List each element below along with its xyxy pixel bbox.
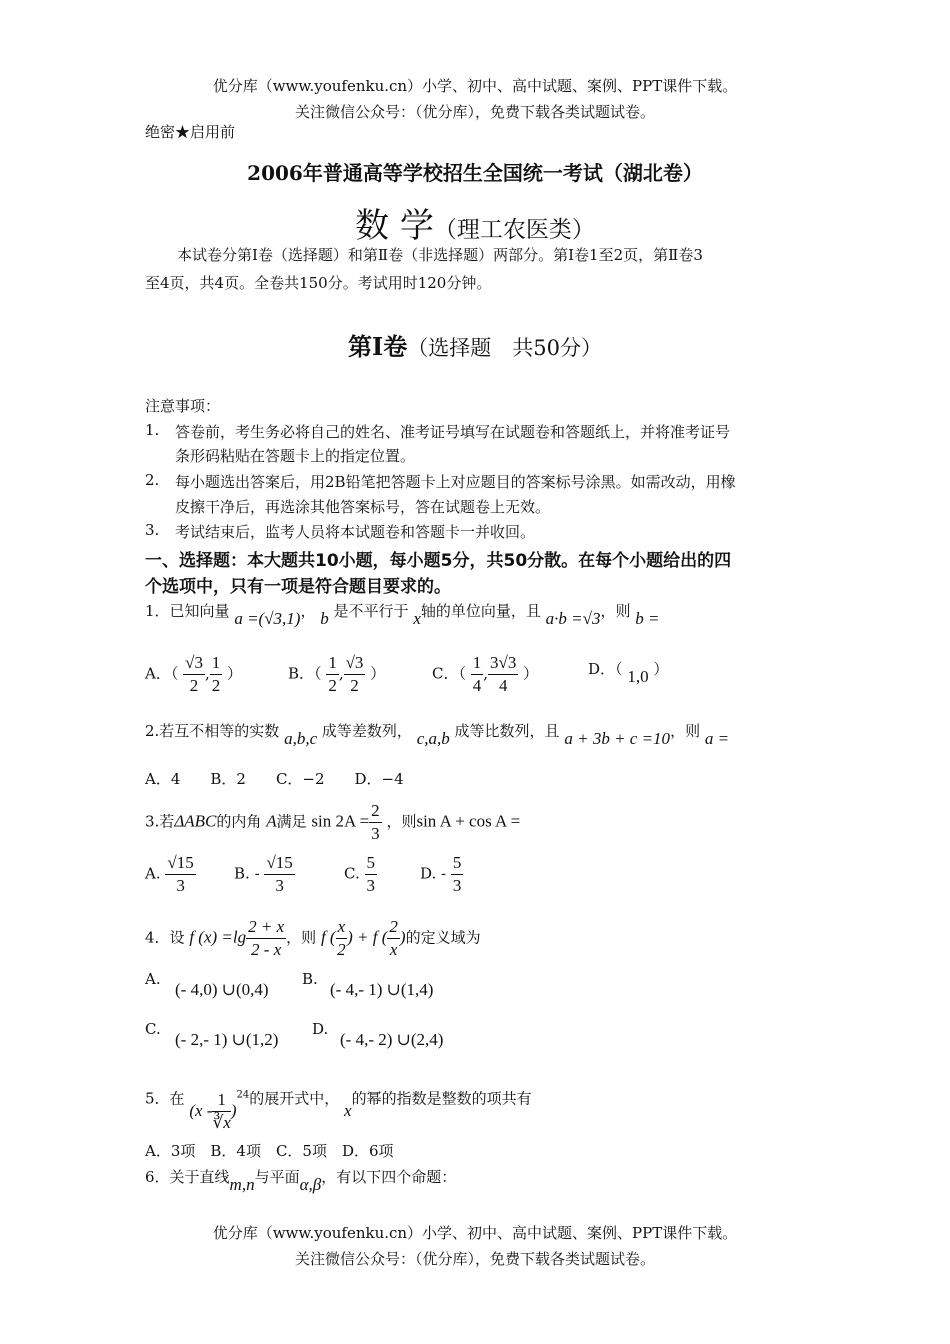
q2-math-3: a + 3b + c =10 bbox=[564, 729, 671, 748]
q3-c-n: 5 bbox=[365, 852, 378, 875]
q6-text-b: 与平面 bbox=[254, 1168, 300, 1186]
q1-b-frac-2 bbox=[344, 652, 366, 697]
q3-ask: sin A + cos A = bbox=[416, 811, 521, 831]
q6-text-a: 6．关于直线 bbox=[145, 1168, 230, 1186]
q3-c-frac bbox=[365, 852, 378, 897]
q4-option-d-label: D. bbox=[312, 1020, 329, 1038]
q1-b-n2: √3 bbox=[344, 652, 366, 675]
q1-c-close: ） bbox=[523, 664, 539, 683]
q6-planes: α,β bbox=[299, 1175, 322, 1194]
note-2-line-2: 皮擦干净后，再选涂其他答案标号，答在试题卷上无效。 bbox=[175, 498, 551, 516]
q3-option-a bbox=[145, 852, 196, 897]
q3-a-n: √15 bbox=[165, 852, 195, 875]
footer-line-1: 优分库（www.youfenku.cn）小学、初中、高中试题、案例、PPT课件下载。 bbox=[212, 1224, 738, 1242]
q1-condition: a·b =√3 bbox=[545, 609, 601, 628]
q1-c-n2: 3√3 bbox=[488, 652, 518, 675]
q3-b-sign: - bbox=[254, 864, 260, 883]
q2-math-2: c,a,b bbox=[416, 729, 450, 748]
q1-option-a: A．（ $\frac{√3}{2}$ , $\frac{1}{2}$ ） bbox=[145, 653, 243, 695]
q2-options: A．4 B．2 C．−2 D．−4 bbox=[145, 770, 404, 788]
q3-d-d: 3 bbox=[452, 876, 462, 895]
q3-frac-d: 3 bbox=[371, 824, 380, 843]
secret-label: 绝密★启用前 bbox=[145, 123, 236, 141]
q3-b-frac bbox=[264, 852, 294, 897]
part1-heading bbox=[0, 327, 950, 362]
q5-options: A．3项 B．4项 C．5项 D．6项 bbox=[145, 1142, 394, 1160]
q5-text-b: 的展开式中， bbox=[249, 1089, 340, 1108]
q4-frac-d: 2 - x bbox=[251, 940, 282, 959]
q1-c-n1: 1 bbox=[471, 652, 484, 675]
note-2-num: 2. bbox=[145, 471, 160, 489]
q5-expr-b: ) bbox=[230, 1100, 237, 1120]
q1-a-d2: 2 bbox=[211, 676, 221, 695]
q4-text-a: 4．设 bbox=[145, 928, 185, 947]
question-5-stem bbox=[145, 1077, 532, 1132]
footer-line-2: 关注微信公众号：（优分库），免费下载各类试题试卷。 bbox=[294, 1250, 655, 1268]
note-2-line-1: 每小题选出答案后，用2B铅笔把答题卡上对应题目的答案标号涂黑。如需改动，用橡 bbox=[175, 473, 736, 491]
q3-b-n: √15 bbox=[264, 852, 294, 875]
q1-vector-b: b bbox=[320, 609, 329, 628]
q1-text-b: ， bbox=[300, 602, 316, 620]
q4-option-d-value: (- 4,- 2) ∪(2,4) bbox=[340, 1030, 444, 1049]
q4-function: f (x) =lg bbox=[189, 927, 247, 947]
q1-c-frac-1 bbox=[471, 652, 484, 697]
q3-a-d: 3 bbox=[176, 876, 185, 895]
q1-text-a: 1．已知向量 bbox=[145, 602, 230, 620]
q4-option-b-value: (- 4,- 1) ∪(1,4) bbox=[330, 980, 434, 999]
q1-b-n1: 1 bbox=[326, 652, 339, 675]
q1-b-d2: 2 bbox=[350, 676, 359, 695]
q3-text-a: 3.若 bbox=[145, 812, 175, 831]
q4-g3: ) bbox=[399, 927, 406, 947]
q3-text-d: ，则 bbox=[386, 812, 417, 831]
q4-text-b: ，则 bbox=[286, 928, 317, 947]
q3-b-d: 3 bbox=[275, 876, 284, 895]
intro-line-2: 至4页，共4页。全卷共150分。考试用时120分钟。 bbox=[145, 274, 492, 292]
q3-d-sign: - bbox=[441, 864, 447, 883]
q5-frac bbox=[212, 1089, 230, 1134]
q3-d-label: D. bbox=[420, 864, 437, 883]
q5-frac-d: ∛x bbox=[212, 1113, 231, 1132]
note-3-num: 3. bbox=[145, 521, 160, 539]
q6-text-c: ，有以下四个命题： bbox=[321, 1168, 457, 1186]
q5-frac-n: 1 bbox=[212, 1089, 230, 1112]
q3-a-label: A. bbox=[145, 864, 161, 883]
q6-lines: m,n bbox=[229, 1175, 255, 1194]
q3-d-n: 5 bbox=[451, 852, 464, 875]
q1-option-c-label: C．（ bbox=[432, 664, 466, 683]
q2-text-b: 成等差数列， bbox=[321, 722, 412, 740]
q4-g1: f ( bbox=[320, 927, 336, 947]
q3-frac-n: 2 bbox=[369, 800, 382, 823]
q1-option-b-label: B．（ bbox=[288, 664, 322, 683]
part1-subtitle: （选择题 共50分） bbox=[407, 336, 602, 360]
note-1-num: 1. bbox=[145, 421, 160, 439]
question-4-stem bbox=[145, 916, 481, 961]
q1-a-frac-2 bbox=[210, 652, 223, 697]
q3-text-b: 的内角 bbox=[216, 812, 262, 831]
q3-b-label: B. bbox=[234, 864, 250, 883]
q4-option-c-label: C. bbox=[145, 1020, 161, 1038]
q5-expr-a: (x - bbox=[189, 1100, 213, 1120]
q1-b-frac-1 bbox=[326, 652, 339, 697]
q1-ask: b = bbox=[635, 609, 660, 628]
q3-option-c bbox=[344, 852, 377, 897]
exam-year: 2006 bbox=[247, 161, 303, 185]
notes-heading: 注意事项： bbox=[145, 397, 221, 415]
q1-c-frac-2 bbox=[488, 652, 518, 697]
q1-b-d1: 2 bbox=[328, 676, 337, 695]
q4-g2-d: x bbox=[389, 940, 398, 959]
q3-equation: sin 2A = bbox=[311, 811, 370, 831]
q2-math-4: a = bbox=[704, 729, 730, 748]
q1-a-close: ） bbox=[227, 664, 243, 683]
q3-text-c: 满足 bbox=[276, 812, 307, 831]
q1-d-close: ） bbox=[653, 660, 669, 678]
q1-option-d-label: D．（ bbox=[588, 660, 623, 678]
q3-angle: A bbox=[266, 811, 277, 831]
q1-a-frac-1 bbox=[183, 652, 205, 697]
q4-text-c: 的定义域为 bbox=[405, 928, 481, 947]
exam-title-main: 年普通高等学校招生全国统一考试（湖北卷） bbox=[302, 161, 703, 185]
header-line-2: 关注微信公众号：（优分库），免费下载各类试题试卷。 bbox=[294, 103, 655, 121]
header-line-1: 优分库（www.youfenku.cn）小学、初中、高中试题、案例、PPT课件下载。 bbox=[212, 77, 738, 95]
subject-category: （理工农医类） bbox=[433, 217, 595, 243]
q5-text-a: 5．在 bbox=[145, 1089, 185, 1108]
q3-a-frac bbox=[165, 852, 195, 897]
q4-g1-d: 2 bbox=[337, 940, 346, 959]
question-6-stem bbox=[145, 1166, 457, 1194]
q4-frac bbox=[246, 916, 286, 961]
q3-triangle: ΔABC bbox=[174, 811, 217, 831]
q1-b-close: ） bbox=[370, 664, 386, 683]
q1-option-b: B．（ $\frac{1}{2}$ , $\frac{√3}{2}$ ） bbox=[288, 653, 386, 695]
subject-name: 数 学 bbox=[355, 206, 434, 246]
q4-g-frac-1 bbox=[336, 916, 348, 961]
subject-title bbox=[0, 198, 950, 247]
q2-text-c: 成等比数列，且 bbox=[454, 722, 560, 740]
q3-option-b bbox=[234, 852, 295, 897]
q3-fraction bbox=[369, 800, 382, 845]
q2-text-d: ，则 bbox=[670, 722, 701, 740]
q1-c-d1: 4 bbox=[472, 676, 482, 695]
q4-g2-n: 2 bbox=[387, 916, 400, 939]
q1-a-n2: 1 bbox=[210, 652, 223, 675]
q1-x: x bbox=[413, 609, 421, 628]
section1-line-1: 一、选择题：本大题共10小题，每小题5分，共50分散。在每个小题给出的四 bbox=[145, 551, 732, 571]
q4-frac-n: 2 + x bbox=[246, 916, 286, 939]
q4-option-c-value: (- 2,- 1) ∪(1,2) bbox=[175, 1030, 279, 1049]
q3-c-d: 3 bbox=[366, 876, 375, 895]
note-1-line-2: 条形码粘贴在答题卡上的指定位置。 bbox=[175, 447, 416, 465]
q1-a-n1: √3 bbox=[183, 652, 205, 675]
q2-text-a: 2.若互不相等的实数 bbox=[145, 722, 280, 740]
q1-option-d bbox=[588, 658, 669, 686]
note-3-line-1: 考试结束后，监考人员将本试题卷和答题卡一并收回。 bbox=[175, 523, 536, 541]
q4-g2: ) + f ( bbox=[347, 927, 388, 947]
q3-d-frac bbox=[451, 852, 464, 897]
q1-c-d2: 4 bbox=[498, 676, 508, 695]
q5-x: x bbox=[344, 1100, 352, 1120]
q1-option-a-label: A．（ bbox=[145, 664, 179, 683]
q1-text-e: ，则 bbox=[600, 602, 631, 620]
intro-line-1: 本试卷分第Ⅰ卷（选择题）和第Ⅱ卷（非选择题）两部分。第Ⅰ卷1至2页，第Ⅱ卷3 bbox=[177, 246, 703, 264]
q1-text-d: 轴的单位向量，且 bbox=[420, 602, 541, 620]
exam-title bbox=[0, 157, 950, 186]
q4-option-a-label: A. bbox=[145, 970, 161, 988]
question-1-stem bbox=[145, 600, 660, 628]
q1-a-d1: 2 bbox=[189, 676, 199, 695]
q4-option-a-value: (- 4,0) ∪(0,4) bbox=[175, 980, 269, 999]
q4-option-b-label: B. bbox=[302, 970, 318, 988]
q5-exponent: 24 bbox=[236, 1089, 250, 1101]
q2-math-1: a,b,c bbox=[284, 729, 318, 748]
question-2-stem bbox=[145, 720, 730, 748]
question-3-stem bbox=[145, 800, 520, 845]
q1-d-value: 1,0 bbox=[627, 667, 649, 686]
q3-option-d bbox=[420, 852, 463, 897]
q4-g1-n: x bbox=[336, 916, 348, 939]
q3-c-label: C. bbox=[344, 864, 360, 883]
q1-option-c: C．（ $\frac{1}{4}$ , $\frac{3√3}{4}$ ） bbox=[432, 653, 539, 695]
q1-vector-a: a =(√3,1) bbox=[234, 609, 301, 628]
q4-g-frac-2 bbox=[387, 916, 400, 961]
part1-title: 第Ⅰ卷 bbox=[348, 332, 408, 361]
note-1-line-1: 答卷前，考生务必将自己的姓名、准考证号填写在试题卷和答题纸上，并将准考证号 bbox=[175, 423, 731, 441]
q1-text-c: 是不平行于 bbox=[333, 602, 409, 620]
q5-text-c: 的幂的指数是整数的项共有 bbox=[351, 1089, 532, 1108]
section1-line-2: 个选项中，只有一项是符合题目要求的。 bbox=[145, 577, 451, 597]
